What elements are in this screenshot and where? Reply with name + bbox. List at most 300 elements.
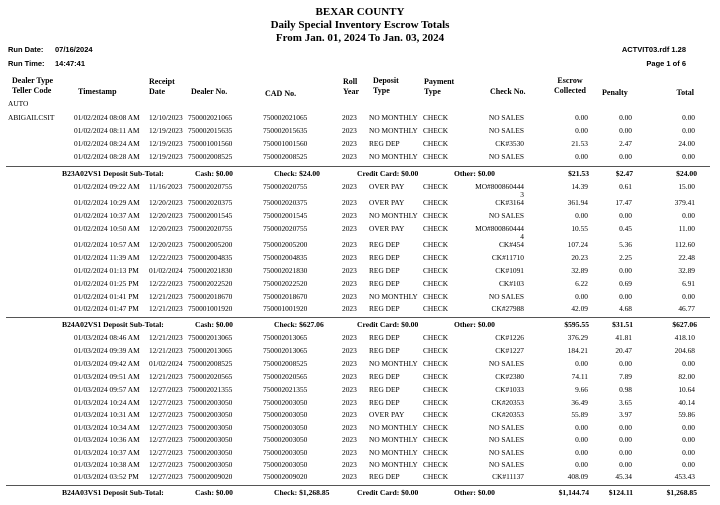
dealer-no-cell: 750002020755 xyxy=(188,224,233,233)
cad-no-cell: 750002021830 xyxy=(263,266,308,275)
roll-year-cell: 2023 xyxy=(342,253,357,262)
penalty-cell: 7.89 xyxy=(619,372,632,381)
header-escrow-collected: Collected xyxy=(554,86,586,95)
escrow-cell: 0.00 xyxy=(575,126,588,135)
penalty-cell: 4.68 xyxy=(619,304,632,313)
header-cad-no: CAD No. xyxy=(265,89,297,98)
dealer-no-cell: 750002004835 xyxy=(188,253,233,262)
check-no-cell: NO SALES xyxy=(488,448,524,457)
dealer-no-cell: 750002020375 xyxy=(188,198,233,207)
receipt-date-cell: 12/22/2023 xyxy=(149,279,183,288)
check-no-cell: CK#11710 xyxy=(491,253,524,262)
penalty-cell: 0.00 xyxy=(619,292,632,301)
receipt-date-cell: 12/27/2023 xyxy=(149,398,183,407)
subtotal-other: Other: $0.00 xyxy=(454,320,495,329)
table-row xyxy=(0,435,720,447)
cad-no-cell: 750002003050 xyxy=(263,398,308,407)
penalty-cell: 20.47 xyxy=(615,346,632,355)
header-total: Total xyxy=(676,88,694,97)
table-row xyxy=(0,333,720,345)
cad-no-cell: 750002021065 xyxy=(263,113,308,122)
escrow-cell: 10.55 xyxy=(571,224,588,233)
run-date-label: Run Date: xyxy=(8,45,44,54)
table-row xyxy=(0,126,720,138)
deposit-type-cell: OVER PAY xyxy=(369,198,405,207)
timestamp-cell: 01/02/2024 08:28 AM xyxy=(74,152,140,161)
roll-year-cell: 2023 xyxy=(342,472,357,481)
subtotal-label: B24A02VS1 Deposit Sub-Total: xyxy=(62,320,164,329)
total-cell: 46.77 xyxy=(678,304,695,313)
subtotal-check: Check: $627.06 xyxy=(274,320,324,329)
roll-year-cell: 2023 xyxy=(342,359,357,368)
cad-no-cell: 750002008525 xyxy=(263,152,308,161)
payment-type-cell: CHECK xyxy=(423,410,449,419)
penalty-cell: 0.98 xyxy=(619,385,632,394)
total-cell: 379.41 xyxy=(674,198,695,207)
check-no-cell: CK#3164 xyxy=(495,198,524,207)
deposit-type-cell: NO MONTHLY xyxy=(369,126,418,135)
deposit-type-cell: OVER PAY xyxy=(369,224,405,233)
dealer-no-cell: 750002008525 xyxy=(188,359,233,368)
receipt-date-cell: 12/27/2023 xyxy=(149,410,183,419)
receipt-date-cell: 12/21/2023 xyxy=(149,304,183,313)
timestamp-cell: 01/03/2024 10:31 AM xyxy=(74,410,140,419)
receipt-date-cell: 12/21/2023 xyxy=(149,333,183,342)
report-county: BEXAR COUNTY xyxy=(315,6,405,18)
penalty-cell: 0.00 xyxy=(619,126,632,135)
header-escrow: Escrow xyxy=(557,76,583,85)
penalty-cell: 45.34 xyxy=(615,472,632,481)
roll-year-cell: 2023 xyxy=(342,126,357,135)
deposit-type-cell: REG DEP xyxy=(369,240,400,249)
header-payment: Payment xyxy=(424,77,455,86)
total-cell: 453.43 xyxy=(674,472,695,481)
subtotal-credit-card: Credit Card: $0.00 xyxy=(357,320,419,329)
timestamp-cell: 01/02/2024 08:08 AM xyxy=(74,113,140,122)
roll-year-cell: 2023 xyxy=(342,423,357,432)
cad-no-cell: 750002004835 xyxy=(263,253,308,262)
table-row xyxy=(0,448,720,460)
cad-no-cell: 750002003050 xyxy=(263,448,308,457)
deposit-type-cell: NO MONTHLY xyxy=(369,359,418,368)
penalty-cell: 0.00 xyxy=(619,266,632,275)
cad-no-cell: 750002015635 xyxy=(263,126,308,135)
receipt-date-cell: 12/20/2023 xyxy=(149,224,183,233)
run-date-value: 07/16/2024 xyxy=(55,45,93,54)
timestamp-cell: 01/03/2024 09:57 AM xyxy=(74,385,140,394)
total-cell: 0.00 xyxy=(682,423,695,432)
penalty-cell: 17.47 xyxy=(615,198,632,207)
escrow-cell: 0.00 xyxy=(575,292,588,301)
subtotal-credit-card: Credit Card: $0.00 xyxy=(357,169,419,178)
receipt-date-cell: 12/27/2023 xyxy=(149,472,183,481)
escrow-cell: 0.00 xyxy=(575,113,588,122)
check-no-cell: CK#3530 xyxy=(495,139,524,148)
table-row xyxy=(0,279,720,291)
check-no-cell: NO SALES xyxy=(488,292,524,301)
check-no-cell: NO SALES xyxy=(488,460,524,469)
payment-type-cell: CHECK xyxy=(423,182,449,191)
deposit-type-cell: REG DEP xyxy=(369,279,400,288)
dealer-no-cell: 750002021355 xyxy=(188,385,233,394)
penalty-cell: 0.00 xyxy=(619,211,632,220)
header-receipt-date: Date xyxy=(149,87,165,96)
table-row xyxy=(0,359,720,371)
subtotal-penalty: $2.47 xyxy=(615,169,633,178)
check-no-cell: NO SALES xyxy=(488,359,524,368)
penalty-cell: 2.47 xyxy=(619,139,632,148)
receipt-date-cell: 12/27/2023 xyxy=(149,460,183,469)
table-row xyxy=(0,266,720,278)
subtotal-credit-card: Credit Card: $0.00 xyxy=(357,488,419,497)
cad-no-cell: 750002009020 xyxy=(263,472,308,481)
timestamp-cell: 01/02/2024 01:25 PM xyxy=(74,279,139,288)
total-cell: 112.60 xyxy=(674,240,695,249)
check-no-continuation: 4 xyxy=(520,232,524,241)
check-no-cell: CK#20353 xyxy=(491,410,524,419)
total-cell: 59.86 xyxy=(678,410,695,419)
table-row xyxy=(0,292,720,304)
header-penalty: Penalty xyxy=(602,88,628,97)
escrow-cell: 9.66 xyxy=(575,385,588,394)
check-no-cell: CK#1226 xyxy=(495,333,524,342)
check-no-cell: CK#11137 xyxy=(492,472,524,481)
check-no-cell: CK#454 xyxy=(498,240,524,249)
dealer-no-cell: 750002005200 xyxy=(188,240,233,249)
escrow-cell: 184.21 xyxy=(567,346,588,355)
roll-year-cell: 2023 xyxy=(342,385,357,394)
escrow-cell: 107.24 xyxy=(567,240,588,249)
header-deposit-type: Type xyxy=(373,86,390,95)
check-no-cell: CK#1033 xyxy=(495,385,524,394)
receipt-date-cell: 12/27/2023 xyxy=(149,385,183,394)
deposit-type-cell: REG DEP xyxy=(369,266,400,275)
dealer-no-cell: 750002003050 xyxy=(188,423,233,432)
cad-no-cell: 750002003050 xyxy=(263,423,308,432)
escrow-cell: 36.49 xyxy=(571,398,588,407)
table-row xyxy=(0,240,720,252)
roll-year-cell: 2023 xyxy=(342,304,357,313)
total-cell: 32.89 xyxy=(678,266,695,275)
cad-no-cell: 750002003050 xyxy=(263,435,308,444)
deposit-type-cell: NO MONTHLY xyxy=(369,435,418,444)
header-dealer-type: Dealer Type xyxy=(12,76,54,85)
deposit-type-cell: NO MONTHLY xyxy=(369,460,418,469)
subtotal-check: Check: $1,268.85 xyxy=(274,488,330,497)
timestamp-cell: 01/02/2024 11:39 AM xyxy=(74,253,140,262)
deposit-type-cell: REG DEP xyxy=(369,139,400,148)
header-teller-code: Teller Code xyxy=(12,86,52,95)
payment-type-cell: CHECK xyxy=(423,152,449,161)
escrow-cell: 0.00 xyxy=(575,435,588,444)
escrow-cell: 376.29 xyxy=(567,333,588,342)
total-cell: 0.00 xyxy=(682,113,695,122)
subtotal-other: Other: $0.00 xyxy=(454,169,495,178)
deposit-type-cell: REG DEP xyxy=(369,333,400,342)
total-cell: 11.00 xyxy=(678,224,695,233)
timestamp-cell: 01/02/2024 10:37 AM xyxy=(74,211,140,220)
timestamp-cell: 01/03/2024 10:24 AM xyxy=(74,398,140,407)
table-row xyxy=(0,211,720,223)
check-no-cell: MO#800860444 xyxy=(475,182,524,191)
subtotal-label: B24A03VS1 Deposit Sub-Total: xyxy=(62,488,164,497)
payment-type-cell: CHECK xyxy=(423,279,449,288)
subtotal-divider xyxy=(6,166,710,167)
escrow-cell: 6.22 xyxy=(575,279,588,288)
deposit-type-cell: NO MONTHLY xyxy=(369,423,418,432)
check-no-cell: MO#800860444 xyxy=(475,224,524,233)
report-title: Daily Special Inventory Escrow Totals xyxy=(270,19,450,31)
payment-type-cell: CHECK xyxy=(423,240,449,249)
total-cell: 0.00 xyxy=(682,152,695,161)
header-receipt: Receipt xyxy=(149,77,175,86)
receipt-date-cell: 12/19/2023 xyxy=(149,139,183,148)
table-row xyxy=(0,253,720,265)
table-row xyxy=(0,372,720,384)
payment-type-cell: CHECK xyxy=(423,211,449,220)
escrow-cell: 42.09 xyxy=(571,304,588,313)
total-cell: 418.10 xyxy=(674,333,695,342)
page-indicator: Page 1 of 6 xyxy=(646,59,686,68)
teller-code-value: ABIGAILCSIT xyxy=(8,113,55,122)
roll-year-cell: 2023 xyxy=(342,139,357,148)
escrow-cell: 361.94 xyxy=(567,198,588,207)
roll-year-cell: 2023 xyxy=(342,460,357,469)
payment-type-cell: CHECK xyxy=(423,139,449,148)
dealer-no-cell: 750002018670 xyxy=(188,292,233,301)
dealer-no-cell: 750002003050 xyxy=(188,448,233,457)
deposit-type-cell: NO MONTHLY xyxy=(369,113,418,122)
payment-type-cell: CHECK xyxy=(423,472,449,481)
total-cell: 0.00 xyxy=(682,211,695,220)
header-dealer-no: Dealer No. xyxy=(191,87,228,96)
dealer-no-cell: 750002020755 xyxy=(188,182,233,191)
subtotal-cash: Cash: $0.00 xyxy=(195,169,233,178)
deposit-type-cell: REG DEP xyxy=(369,472,400,481)
roll-year-cell: 2023 xyxy=(342,410,357,419)
roll-year-cell: 2023 xyxy=(342,372,357,381)
payment-type-cell: CHECK xyxy=(423,253,449,262)
receipt-date-cell: 01/02/2024 xyxy=(149,359,183,368)
deposit-type-cell: OVER PAY xyxy=(369,410,405,419)
header-deposit: Deposit xyxy=(373,76,399,85)
timestamp-cell: 01/02/2024 08:24 AM xyxy=(74,139,140,148)
cad-no-cell: 750002001545 xyxy=(263,211,308,220)
roll-year-cell: 2023 xyxy=(342,266,357,275)
check-no-continuation: 3 xyxy=(520,190,524,199)
deposit-type-cell: REG DEP xyxy=(369,346,400,355)
check-no-cell: CK#27988 xyxy=(491,304,524,313)
table-row xyxy=(0,182,720,194)
penalty-cell: 0.69 xyxy=(619,279,632,288)
report-id: ACTVIT03.rdf 1.28 xyxy=(621,45,686,54)
penalty-cell: 41.81 xyxy=(615,333,632,342)
subtotal-row xyxy=(0,169,720,181)
receipt-date-cell: 12/19/2023 xyxy=(149,126,183,135)
roll-year-cell: 2023 xyxy=(342,240,357,249)
cad-no-cell: 750002020755 xyxy=(263,224,308,233)
cad-no-cell: 750002018670 xyxy=(263,292,308,301)
check-no-cell: CK#103 xyxy=(498,279,524,288)
roll-year-cell: 2023 xyxy=(342,152,357,161)
header-roll: Roll xyxy=(343,77,358,86)
timestamp-cell: 01/02/2024 01:47 PM xyxy=(74,304,139,313)
cad-no-cell: 750002020755 xyxy=(263,182,308,191)
table-row xyxy=(0,304,720,316)
timestamp-cell: 01/02/2024 01:13 PM xyxy=(74,266,139,275)
roll-year-cell: 2023 xyxy=(342,435,357,444)
payment-type-cell: CHECK xyxy=(423,398,449,407)
escrow-cell: 32.89 xyxy=(571,266,588,275)
deposit-type-cell: REG DEP xyxy=(369,304,400,313)
cad-no-cell: 750002005200 xyxy=(263,240,308,249)
dealer-no-cell: 750002022520 xyxy=(188,279,233,288)
escrow-cell: 74.11 xyxy=(571,372,588,381)
deposit-type-cell: REG DEP xyxy=(369,253,400,262)
dealer-no-cell: 750002013065 xyxy=(188,346,233,355)
table-row xyxy=(0,139,720,151)
timestamp-cell: 01/03/2024 08:46 AM xyxy=(74,333,140,342)
subtotal-total: $1,268.85 xyxy=(666,488,697,497)
penalty-cell: 0.45 xyxy=(619,224,632,233)
escrow-cell: 55.89 xyxy=(571,410,588,419)
cad-no-cell: 750002008525 xyxy=(263,359,308,368)
dealer-no-cell: 750002008525 xyxy=(188,152,233,161)
table-row xyxy=(0,472,720,484)
subtotal-cash: Cash: $0.00 xyxy=(195,488,233,497)
total-cell: 24.00 xyxy=(678,139,695,148)
table-row xyxy=(0,224,720,236)
receipt-date-cell: 12/21/2023 xyxy=(149,372,183,381)
cad-no-cell: 750002021355 xyxy=(263,385,308,394)
roll-year-cell: 2023 xyxy=(342,211,357,220)
cad-no-cell: 750002013065 xyxy=(263,333,308,342)
timestamp-cell: 01/02/2024 01:41 PM xyxy=(74,292,139,301)
roll-year-cell: 2023 xyxy=(342,333,357,342)
total-cell: 0.00 xyxy=(682,292,695,301)
timestamp-cell: 01/02/2024 10:29 AM xyxy=(74,198,140,207)
subtotal-penalty: $31.51 xyxy=(612,320,633,329)
table-row xyxy=(0,385,720,397)
total-cell: 204.68 xyxy=(674,346,695,355)
penalty-cell: 0.00 xyxy=(619,435,632,444)
table-row xyxy=(0,398,720,410)
total-cell: 0.00 xyxy=(682,448,695,457)
timestamp-cell: 01/02/2024 08:11 AM xyxy=(74,126,140,135)
check-no-cell: NO SALES xyxy=(488,152,524,161)
penalty-cell: 5.36 xyxy=(619,240,632,249)
run-time-label: Run Time: xyxy=(8,59,45,68)
penalty-cell: 0.00 xyxy=(619,423,632,432)
dealer-no-cell: 750002003050 xyxy=(188,460,233,469)
payment-type-cell: CHECK xyxy=(423,435,449,444)
dealer-no-cell: 750002001545 xyxy=(188,211,233,220)
escrow-cell: 14.39 xyxy=(571,182,588,191)
penalty-cell: 0.00 xyxy=(619,359,632,368)
receipt-date-cell: 12/27/2023 xyxy=(149,448,183,457)
roll-year-cell: 2023 xyxy=(342,292,357,301)
payment-type-cell: CHECK xyxy=(423,385,449,394)
receipt-date-cell: 12/21/2023 xyxy=(149,292,183,301)
check-no-cell: CK#2380 xyxy=(495,372,524,381)
check-no-cell: NO SALES xyxy=(488,435,524,444)
penalty-cell: 3.65 xyxy=(619,398,632,407)
dealer-type-value: AUTO xyxy=(8,99,29,108)
total-cell: 0.00 xyxy=(682,359,695,368)
dealer-no-cell: 750002021830 xyxy=(188,266,233,275)
receipt-date-cell: 12/27/2023 xyxy=(149,423,183,432)
subtotal-cash: Cash: $0.00 xyxy=(195,320,233,329)
table-row xyxy=(0,152,720,164)
dealer-no-cell: 750002003050 xyxy=(188,435,233,444)
payment-type-cell: CHECK xyxy=(423,346,449,355)
check-no-cell: NO SALES xyxy=(488,211,524,220)
dealer-no-cell: 750001001560 xyxy=(188,139,233,148)
timestamp-cell: 01/03/2024 10:38 AM xyxy=(74,460,140,469)
receipt-date-cell: 12/21/2023 xyxy=(149,346,183,355)
table-row xyxy=(0,460,720,472)
penalty-cell: 0.00 xyxy=(619,152,632,161)
table-row xyxy=(0,423,720,435)
payment-type-cell: CHECK xyxy=(423,372,449,381)
check-no-cell: CK#1227 xyxy=(495,346,524,355)
receipt-date-cell: 12/22/2023 xyxy=(149,253,183,262)
total-cell: 40.14 xyxy=(678,398,695,407)
escrow-cell: 0.00 xyxy=(575,460,588,469)
dealer-no-cell: 750002021065 xyxy=(188,113,233,122)
subtotal-divider xyxy=(6,485,710,486)
timestamp-cell: 01/02/2024 10:50 AM xyxy=(74,224,140,233)
deposit-type-cell: NO MONTHLY xyxy=(369,292,418,301)
subtotal-row xyxy=(0,320,720,332)
penalty-cell: 3.97 xyxy=(619,410,632,419)
timestamp-cell: 01/03/2024 09:42 AM xyxy=(74,359,140,368)
payment-type-cell: CHECK xyxy=(423,126,449,135)
timestamp-cell: 01/03/2024 10:34 AM xyxy=(74,423,140,432)
subtotal-escrow: $21.53 xyxy=(568,169,589,178)
timestamp-cell: 01/03/2024 10:37 AM xyxy=(74,448,140,457)
payment-type-cell: CHECK xyxy=(423,304,449,313)
payment-type-cell: CHECK xyxy=(423,113,449,122)
cad-no-cell: 750002013065 xyxy=(263,346,308,355)
payment-type-cell: CHECK xyxy=(423,266,449,275)
dealer-no-cell: 750002009020 xyxy=(188,472,233,481)
roll-year-cell: 2023 xyxy=(342,448,357,457)
check-no-cell: NO SALES xyxy=(488,423,524,432)
table-row xyxy=(0,346,720,358)
check-no-cell: NO SALES xyxy=(488,126,524,135)
roll-year-cell: 2023 xyxy=(342,182,357,191)
cad-no-cell: 750002020565 xyxy=(263,372,308,381)
report-date-range: From Jan. 01, 2024 To Jan. 03, 2024 xyxy=(275,32,445,44)
subtotal-escrow: $595.55 xyxy=(564,320,589,329)
payment-type-cell: CHECK xyxy=(423,423,449,432)
subtotal-divider xyxy=(6,317,710,318)
timestamp-cell: 01/02/2024 10:57 AM xyxy=(74,240,140,249)
deposit-type-cell: REG DEP xyxy=(369,398,400,407)
dealer-no-cell: 750002003050 xyxy=(188,410,233,419)
subtotal-penalty: $124.11 xyxy=(608,488,633,497)
table-row xyxy=(0,410,720,422)
deposit-type-cell: NO MONTHLY xyxy=(369,211,418,220)
cad-no-cell: 750002022520 xyxy=(263,279,308,288)
payment-type-cell: CHECK xyxy=(423,224,449,233)
total-cell: 6.91 xyxy=(682,279,695,288)
dealer-no-cell: 750002015635 xyxy=(188,126,233,135)
penalty-cell: 0.00 xyxy=(619,448,632,457)
escrow-cell: 21.53 xyxy=(571,139,588,148)
total-cell: 0.00 xyxy=(682,126,695,135)
